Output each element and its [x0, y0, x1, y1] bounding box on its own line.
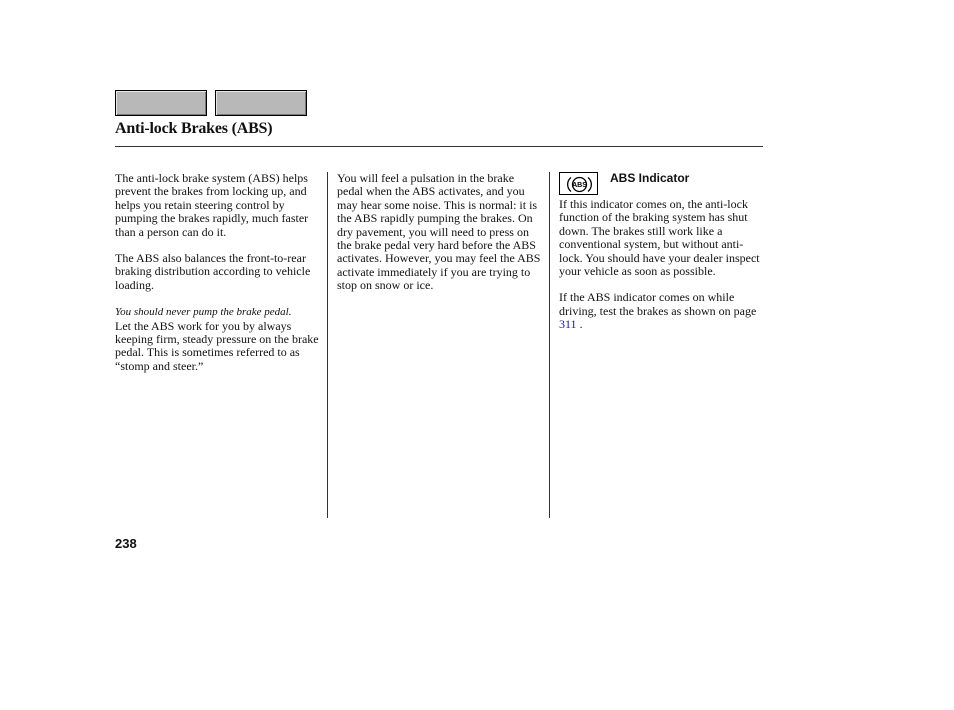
column-3-paragraph-2-text: If the ABS indicator comes on while driving, test the brakes as shown on page [559, 290, 757, 318]
column-divider-2 [549, 172, 550, 518]
column-divider-1 [327, 172, 328, 518]
column-2-paragraph-1: You will feel a pulsation in the brake pedal when the ABS activates, and you may hear some noise. This is normal: it is the ABS rapidly pumping the brakes. On dry pavement, you will need to press on the brake pedal very hard before the ABS activates. However, you may feel the ABS activate immediately if you are trying to stop on snow or ice. [337, 171, 541, 293]
page-number: 238 [115, 536, 137, 551]
column-1-paragraph-2: The ABS also balances the front-to-rear braking distribution according to vehicle loading. [115, 251, 311, 292]
column-1-paragraph-1: The anti-lock brake system (ABS) helps prevent the brakes from locking up, and helps you retain steering control by pumping the brakes rapidly, much faster than a person can do it. [115, 171, 309, 239]
page-reference-link[interactable]: 311 [559, 317, 577, 332]
title-divider [115, 146, 763, 147]
column-3-paragraph-1: If this indicator comes on, the anti-lock function of the braking system has shut down. The brakes still work like a conventional system, but without anti-lock. You should have your dealer inspect your vehicle as soon as possible. [559, 197, 760, 279]
abs-warning-icon [559, 172, 598, 195]
abs-icon-label: ABS [572, 182, 587, 190]
column-2 [337, 172, 543, 293]
column-1-paragraph-3: Let the ABS work for you by always keeping firm, steady pressure on the brake pedal. This is sometimes referred to as “stomp and steer.” [115, 318, 319, 373]
nav-button-next[interactable] [215, 90, 307, 116]
column-1-note: You should never pump the brake pedal. [115, 306, 292, 319]
column-1 [115, 172, 321, 373]
column-3-paragraph-2 [559, 291, 763, 331]
abs-indicator-header [559, 172, 763, 198]
nav-button-previous[interactable] [115, 90, 207, 116]
column-3-paragraph-2-end: . [576, 317, 583, 332]
abs-indicator-heading: ABS Indicator [610, 171, 690, 185]
page-title: Anti-lock Brakes (ABS) [115, 120, 273, 137]
column-3 [559, 172, 763, 332]
